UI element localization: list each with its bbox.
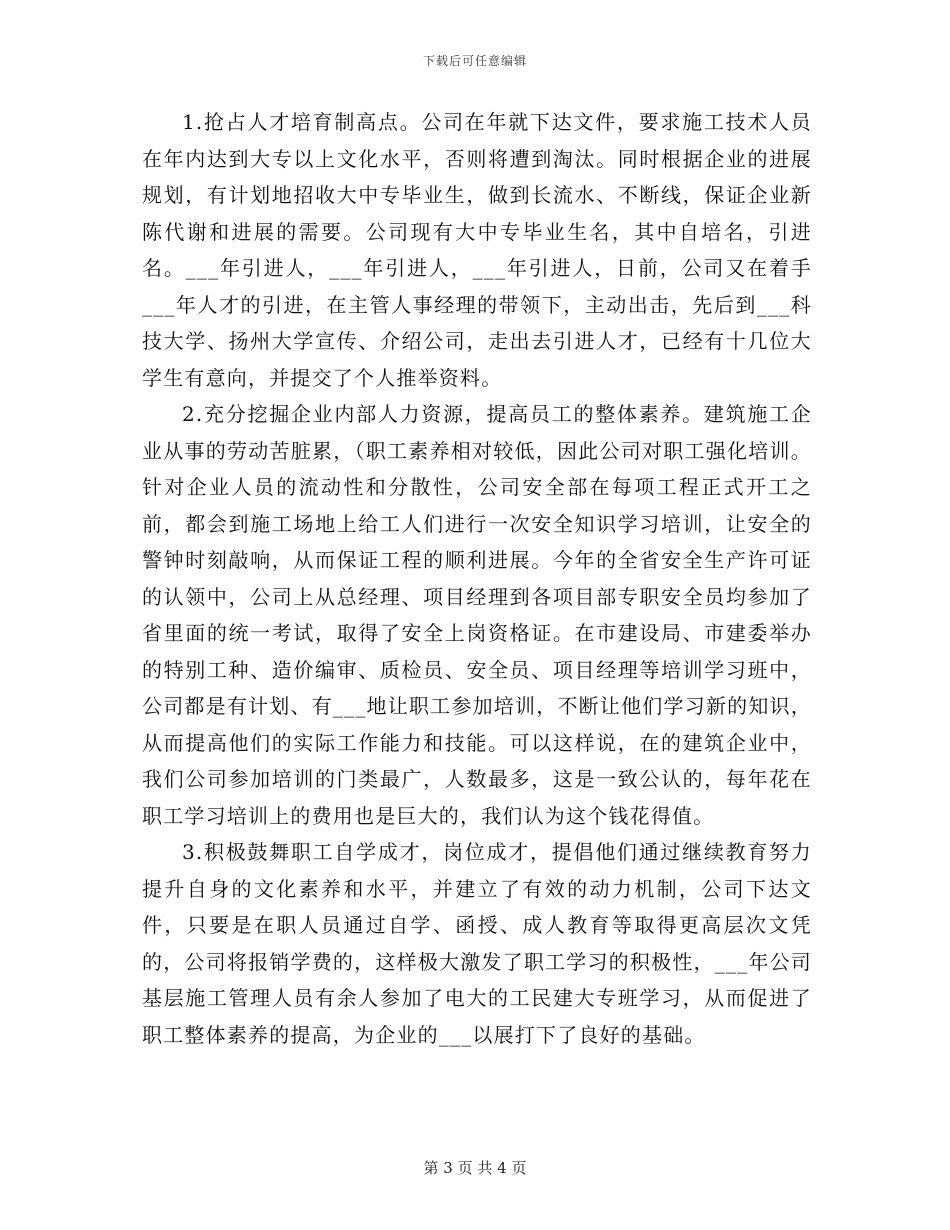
paragraph-staff-training: 2.充分挖掘企业内部人力资源，提高员工的整体素养。建筑施工企业从事的劳动苦脏累，（职工素养相对较低，因此公司对职工强化培训。针对企业人员的流动性和分散性，公司安全部在每项工程正式开工之前，都会到施工场地上给工人们进行一次安全知识学习培训，让安全的警钟时刻敲响，从而保证工程的顺利进展。今年的全省安全生产许可证的认领中，公司上从总经理、项目经理到各项目部专职安全员均参加了省里面的统一考试，取得了安全上岗资格证。在市建设局、市建委举办的特别工种、造价编审、质检员、安全员、项目经理等培训学习班中，公司都是有计划、有___地让职工参加培训，不断让他们学习新的知识，从而提高他们的实际工作能力和技能。可以这样说，在的建筑企业中，我们公司参加培训的门类最广，人数最多，这是一致公认的，每年花在职工学习培训上的费用也是巨大的，我们认为这个钱花得值。	[142, 402, 812, 828]
page-header: 下载后可任意编辑	[422, 54, 527, 68]
paragraph-talent-cultivation: 1.抢占人才培育制高点。公司在年就下达文件，要求施工技术人员在年内达到大专以上文化水平，否则将遭到淘汰。同时根据企业的进展规划，有计划地招收大中专毕业生，做到长流水、不断线，保证企业新陈代谢和进展的需要。公司现有大中专毕业生名，其中自培名，引进名。___年引进人，___年引进人，___年引进人，日前，公司又在着手___年人才的引进，在主管人事经理的带领下，主动出击，先后到___科技大学、扬州大学宣传、介绍公司，走出去引进人才，已经有十几位大学生有意向，并提交了个人推举资料。	[142, 110, 812, 390]
page-number: 第 3 页 共 4 页	[423, 1159, 527, 1177]
paragraph-self-study: 3.积极鼓舞职工自学成才，岗位成才，提倡他们通过继续教育努力提升自身的文化素养和水平，并建立了有效的动力机制，公司下达文件，只要是在职人员通过自学、函授、成人教育等取得更高层次文凭的，公司将报销学费的，这样极大激发了职工学习的积极性，___年公司基层施工管理人员有余人参加了电大的工民建大专班学习，从而促进了职工整体素养的提高，为企业的___以展打下了良好的基础。	[142, 840, 812, 1047]
document-body	[142, 104, 812, 1053]
